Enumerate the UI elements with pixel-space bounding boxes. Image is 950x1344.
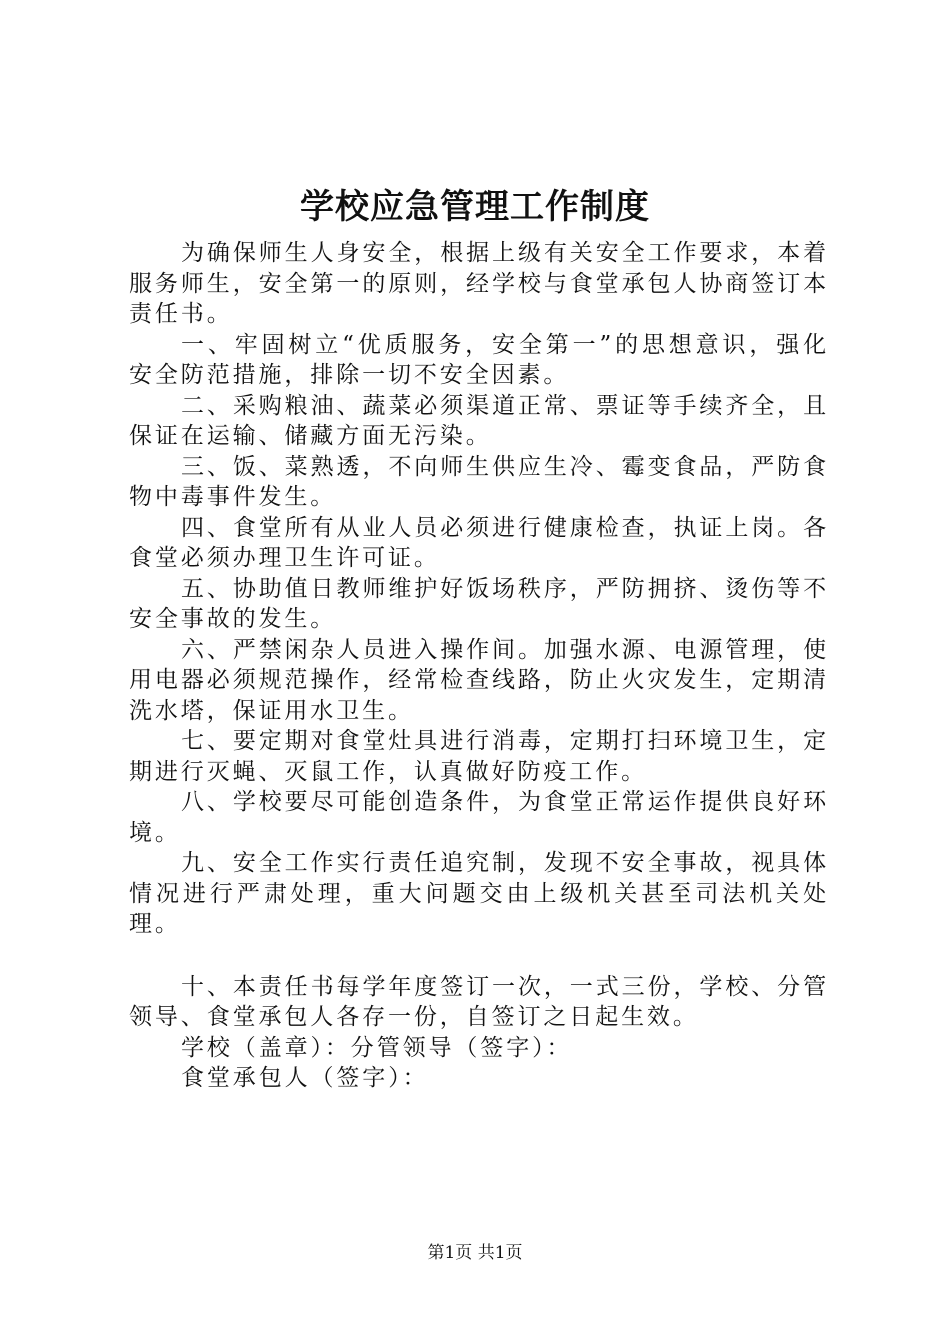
paragraph-item-1: 一、牢固树立“优质服务，安全第一”的思想意识，强化安全防范措施，排除一切不安全因素。 xyxy=(129,331,829,388)
signature-line-contractor: 食堂承包人（签字）： xyxy=(181,1065,429,1091)
document-body xyxy=(129,238,829,1094)
paragraph-item-8: 八、学校要尽可能创造条件，为食堂正常运作提供良好环境。 xyxy=(129,789,829,846)
paragraph-item-7: 七、要定期对食堂灶具进行消毒，定期打扫环境卫生，定期进行灭蝇、灭鼠工作，认真做好防疫工作。 xyxy=(129,728,829,785)
paragraph-item-6: 六、严禁闲杂人员进入操作间。加强水源、电源管理，使用电器必须规范操作，经常检查线路，防止火灾发生，定期清洗水塔，保证用水卫生。 xyxy=(129,636,829,724)
document-title: 学校应急管理工作制度 xyxy=(300,187,650,227)
page-footer: 第1页 共1页 xyxy=(427,1243,523,1263)
paragraph-item-9: 九、安全工作实行责任追究制，发现不安全事故，视具体情况进行严肃处理，重大问题交由上级机关甚至司法机关处理。 xyxy=(129,850,829,937)
paragraph-intro: 为确保师生人身安全，根据上级有关安全工作要求，本着服务师生，安全第一的原则，经学校与食堂承包人协商签订本责任书。 xyxy=(129,240,829,327)
paragraph-item-2: 二、采购粮油、蔬菜必须渠道正常、票证等手续齐全，且保证在运输、储藏方面无污染。 xyxy=(129,392,829,449)
paragraph-item-5: 五、协助值日教师维护好饭场秩序，严防拥挤、烫伤等不安全事故的发生。 xyxy=(129,575,829,632)
paragraph-item-10: 十、本责任书每学年度签订一次，一式三份，学校、分管领导、食堂承包人各存一份，自签订之日起生效。 xyxy=(129,973,829,1030)
paragraph-item-4: 四、食堂所有从业人员必须进行健康检查，执证上岗。各食堂必须办理卫生许可证。 xyxy=(129,514,829,571)
signature-line-school: 学校（盖章）：分管领导（签字）： xyxy=(181,1034,573,1061)
paragraph-item-3: 三、饭、菜熟透，不向师生供应生冷、霉变食品，严防食物中毒事件发生。 xyxy=(129,453,829,510)
